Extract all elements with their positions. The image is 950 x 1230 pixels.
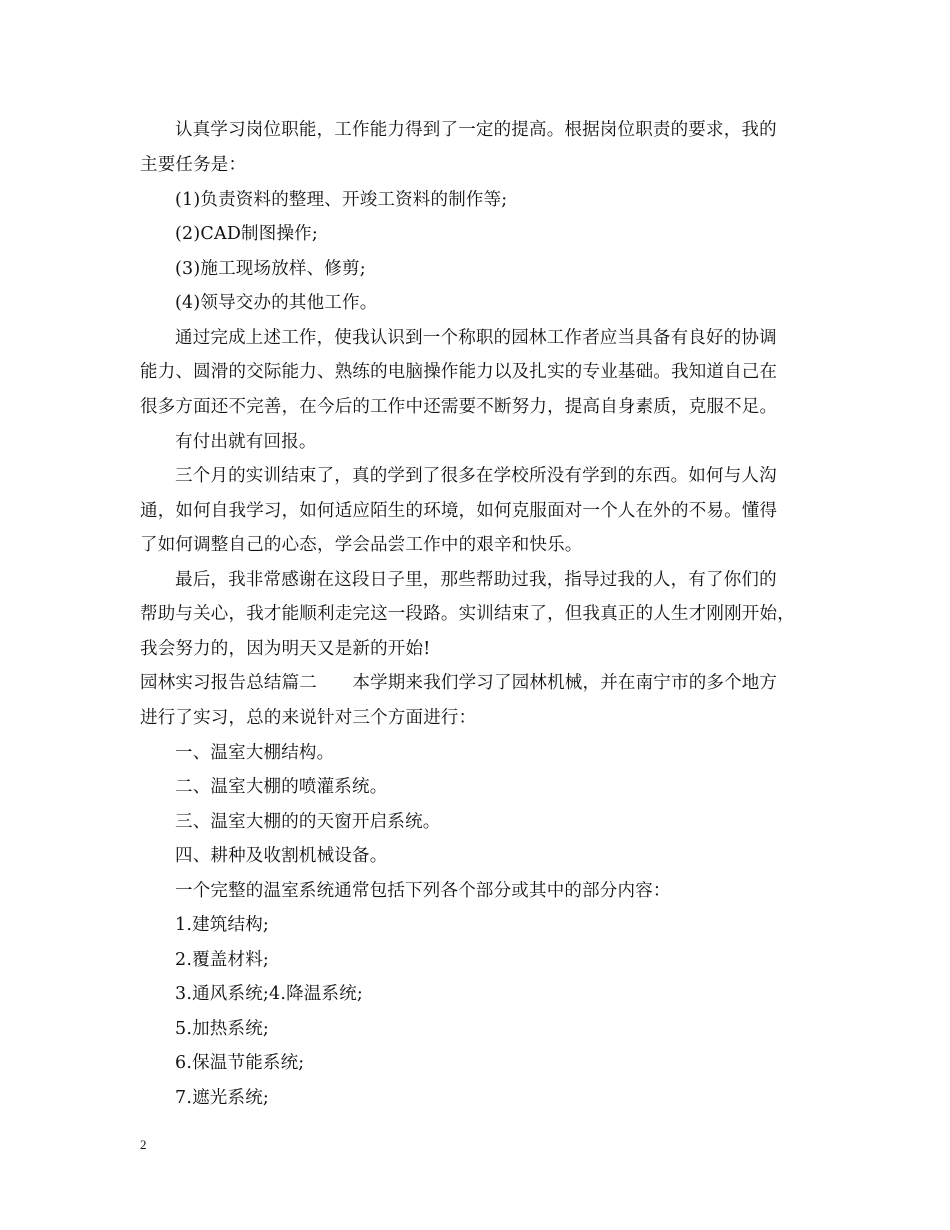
list-item: 6.保温节能系统;: [175, 1053, 305, 1073]
list-item: 三、温室大棚的的天窗开启系统。: [175, 812, 441, 832]
text-line: 通，如何自我学习，如何适应陌生的环境，如何克服面对一个人在外的不易。懂得: [140, 501, 778, 521]
text-line: 通过完成上述工作，使我认识到一个称职的园林工作者应当具备有良好的协调: [175, 328, 777, 348]
list-item: 一、温室大棚结构。: [175, 743, 335, 763]
page-number: 2: [140, 1137, 147, 1152]
list-item: (1)负责资料的整理、开竣工资料的制作等;: [175, 190, 508, 210]
text-line: 了如何调整自己的心态，学会品尝工作中的艰辛和快乐。: [140, 535, 583, 555]
text-line: 最后，我非常感谢在这段日子里，那些帮助过我，指导过我的人，有了你们的: [175, 570, 777, 590]
list-item: 四、耕种及收割机械设备。: [175, 846, 388, 866]
text-line: 主要任务是：: [140, 155, 247, 175]
text-line: 很多方面还不完善，在今后的工作中还需要不断努力，提高自身素质，克服不足。: [140, 397, 778, 417]
list-item: 3.通风系统;4.降温系统;: [175, 984, 363, 1004]
list-item: 7.遮光系统;: [175, 1088, 269, 1108]
list-item: 1.建筑结构;: [175, 915, 269, 935]
list-item: (3)施工现场放样、修剪;: [175, 259, 366, 279]
list-item: 5.加热系统;: [175, 1019, 269, 1039]
list-item: 二、温室大棚的喷灌系统。: [175, 777, 388, 797]
list-item: (4)领导交办的其他工作。: [175, 293, 378, 313]
text-line: 能力、圆滑的交际能力、熟练的电脑操作能力以及扎实的专业基础。我知道自己在: [140, 362, 778, 382]
text-line: 我会努力的，因为明天又是新的开始!: [140, 639, 431, 659]
list-item: (2)CAD制图操作;: [175, 224, 318, 244]
list-item: 2.覆盖材料;: [175, 950, 269, 970]
text-line: 进行了实习，总的来说针对三个方面进行：: [140, 708, 477, 728]
text-line: 帮助与关心，我才能顺利走完这一段路。实训结束了，但我真正的人生才刚刚开始，: [140, 604, 795, 624]
text-line: 认真学习岗位职能，工作能力得到了一定的提高。根据岗位职责的要求，我的: [175, 120, 777, 140]
text-line: 一个完整的温室系统通常包括下列各个部分或其中的部分内容：: [175, 881, 671, 901]
text-line: 三个月的实训结束了，真的学到了很多在学校所没有学到的东西。如何与人沟: [175, 466, 777, 486]
text-line: 有付出就有回报。: [175, 432, 317, 452]
section-heading-line: 园林实习报告总结篇二 本学期来我们学习了园林机械，并在南宁市的多个地方: [140, 673, 778, 693]
